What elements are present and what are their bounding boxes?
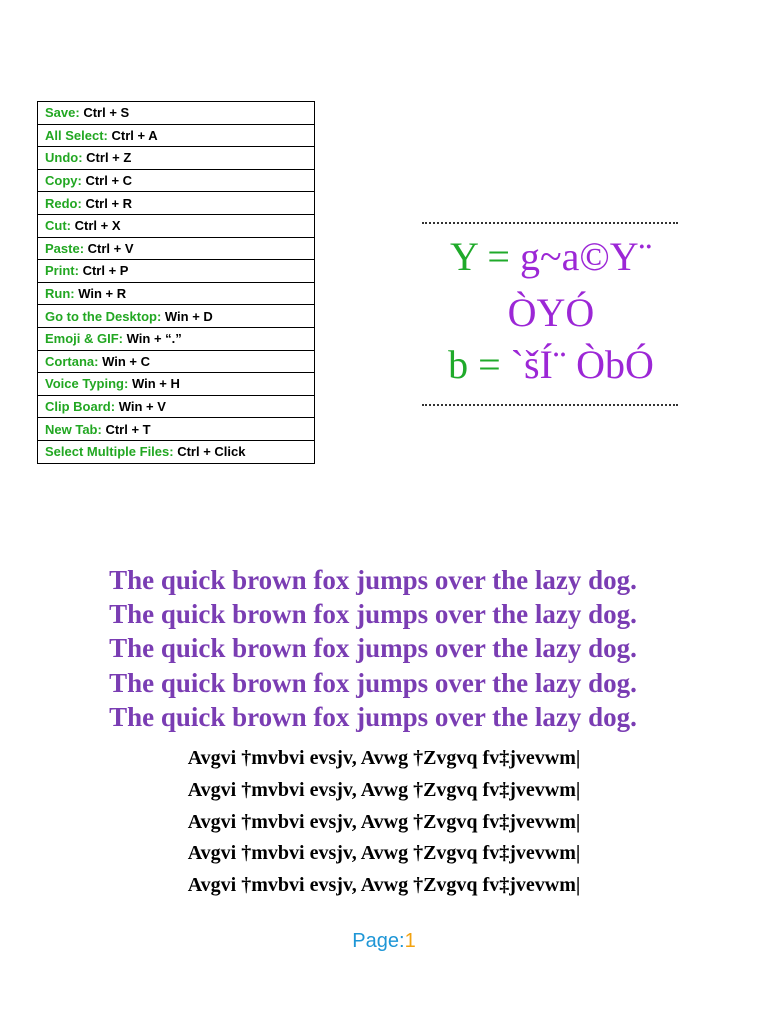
shortcut-row — [38, 350, 315, 373]
formula-line-1 — [422, 234, 680, 280]
shortcut-keys: Win + “.” — [126, 331, 182, 347]
shortcut-action: Print: — [45, 263, 79, 279]
shortcut-table — [37, 101, 315, 464]
shortcut-cell — [38, 102, 315, 125]
shortcut-keys: Ctrl + V — [87, 240, 134, 256]
shortcut-row — [38, 192, 315, 215]
pangram-line: The quick brown fox jumps over the lazy dog. — [109, 667, 637, 698]
shortcut-cell — [38, 395, 315, 418]
shortcut-row — [38, 147, 315, 170]
shortcut-keys: Win + V — [118, 399, 166, 415]
shortcut-row — [38, 102, 315, 125]
shortcut-action: Clip Board: — [45, 399, 116, 415]
shortcut-row — [38, 418, 315, 441]
shortcut-row — [38, 395, 315, 418]
shortcut-cell — [38, 260, 315, 283]
shortcut-cell — [38, 327, 315, 350]
shortcut-cell — [38, 124, 315, 147]
bengali-text-line: Avgvi †mvbvi evsjv, Avwg †Zvgvq fv‡jvevwm| — [187, 810, 581, 833]
bengali-text-block — [0, 743, 768, 902]
shortcut-cell — [38, 350, 315, 373]
shortcut-keys: Win + D — [164, 308, 213, 324]
dotted-rule-bottom — [422, 404, 678, 406]
shortcut-cell — [38, 192, 315, 215]
formula-line-2 — [422, 290, 680, 336]
pangram-line: The quick brown fox jumps over the lazy dog. — [109, 565, 637, 595]
formula-box — [422, 214, 680, 408]
shortcut-action: Copy: — [45, 173, 82, 189]
shortcut-keys: Ctrl + S — [83, 105, 130, 121]
bengali-text-line: Avgvi †mvbvi evsjv, Avwg †Zvgvq fv‡jvevwm| — [187, 747, 581, 769]
shortcut-table-body — [38, 102, 315, 464]
shortcut-row — [38, 260, 315, 283]
shortcut-keys: Win + H — [131, 376, 180, 392]
shortcut-row — [38, 373, 315, 396]
shortcut-cell — [38, 214, 315, 237]
shortcut-row — [38, 237, 315, 260]
shortcut-keys: Ctrl + A — [111, 127, 158, 143]
formula-line-3-variable: b — [448, 342, 469, 387]
shortcut-keys: Ctrl + T — [105, 421, 151, 437]
shortcut-action: All Select: — [45, 127, 108, 143]
shortcut-action: Redo: — [45, 195, 82, 211]
shortcut-keys: Ctrl + X — [74, 218, 121, 234]
shortcut-action: Select Multiple Files: — [45, 444, 174, 460]
shortcut-action: Cut: — [45, 218, 71, 234]
shortcut-action: New Tab: — [45, 421, 102, 437]
shortcut-action: Voice Typing: — [45, 376, 129, 392]
shortcut-row — [38, 214, 315, 237]
bengali-text-line: Avgvi †mvbvi evsjv, Avwg †Zvgvq fv‡jvevwm| — [187, 778, 581, 801]
shortcut-keys: Ctrl + Z — [86, 150, 132, 166]
shortcut-keys: Ctrl + P — [82, 263, 129, 279]
dotted-rule-top — [422, 222, 678, 224]
formula-line-3-value: `šÍ¨ ÒbÓ — [510, 342, 654, 387]
shortcut-keys: Ctrl + C — [85, 173, 133, 189]
shortcut-action: Emoji & GIF: — [45, 331, 123, 347]
shortcut-cell — [38, 169, 315, 192]
pangram-line: The quick brown fox jumps over the lazy dog. — [109, 599, 637, 630]
bengali-text-line: Avgvi †mvbvi evsjv, Avwg †Zvgvq fv‡jvevwm| — [187, 874, 581, 897]
shortcut-row — [38, 282, 315, 305]
pangram-line: The quick brown fox jumps over the lazy dog. — [109, 701, 637, 732]
shortcut-action: Go to the Desktop: — [45, 308, 162, 324]
shortcut-row — [38, 124, 315, 147]
formula-line-2-value: ÒYÓ — [507, 290, 595, 335]
shortcut-cell — [38, 147, 315, 170]
formula-line-3 — [422, 342, 680, 388]
page-label: Page: — [352, 930, 405, 952]
shortcut-row — [38, 169, 315, 192]
shortcut-cell — [38, 418, 315, 441]
shortcut-action: Run: — [45, 286, 75, 302]
pangram-block — [0, 563, 746, 734]
shortcut-keys: Ctrl + R — [85, 195, 133, 211]
shortcut-action: Undo: — [45, 150, 83, 166]
shortcut-cell — [38, 440, 315, 463]
shortcut-cell — [38, 282, 315, 305]
shortcut-row — [38, 305, 315, 328]
bengali-text-line: Avgvi †mvbvi evsjv, Avwg †Zvgvq fv‡jvevwm| — [187, 842, 581, 865]
shortcut-keys: Win + C — [102, 353, 150, 369]
shortcut-action: Cortana: — [45, 353, 99, 369]
shortcut-cell — [38, 373, 315, 396]
shortcut-keys: Win + R — [78, 286, 127, 302]
shortcut-row — [38, 327, 315, 350]
page-number-value: 1 — [404, 930, 416, 952]
shortcut-action: Paste: — [45, 240, 85, 256]
formula-line-1-equals: = — [477, 234, 520, 279]
pangram-line: The quick brown fox jumps over the lazy dog. — [109, 633, 637, 664]
shortcut-action: Save: — [45, 105, 80, 121]
shortcut-cell — [38, 305, 315, 328]
shortcut-keys: Ctrl + Click — [177, 444, 246, 460]
page-number — [0, 930, 768, 953]
shortcut-row — [38, 440, 315, 463]
shortcut-cell — [38, 237, 315, 260]
formula-line-3-equals: = — [468, 342, 511, 387]
formula-line-1-value: g~a©Y¨ — [519, 234, 652, 279]
formula-line-1-variable: Y — [450, 234, 478, 279]
